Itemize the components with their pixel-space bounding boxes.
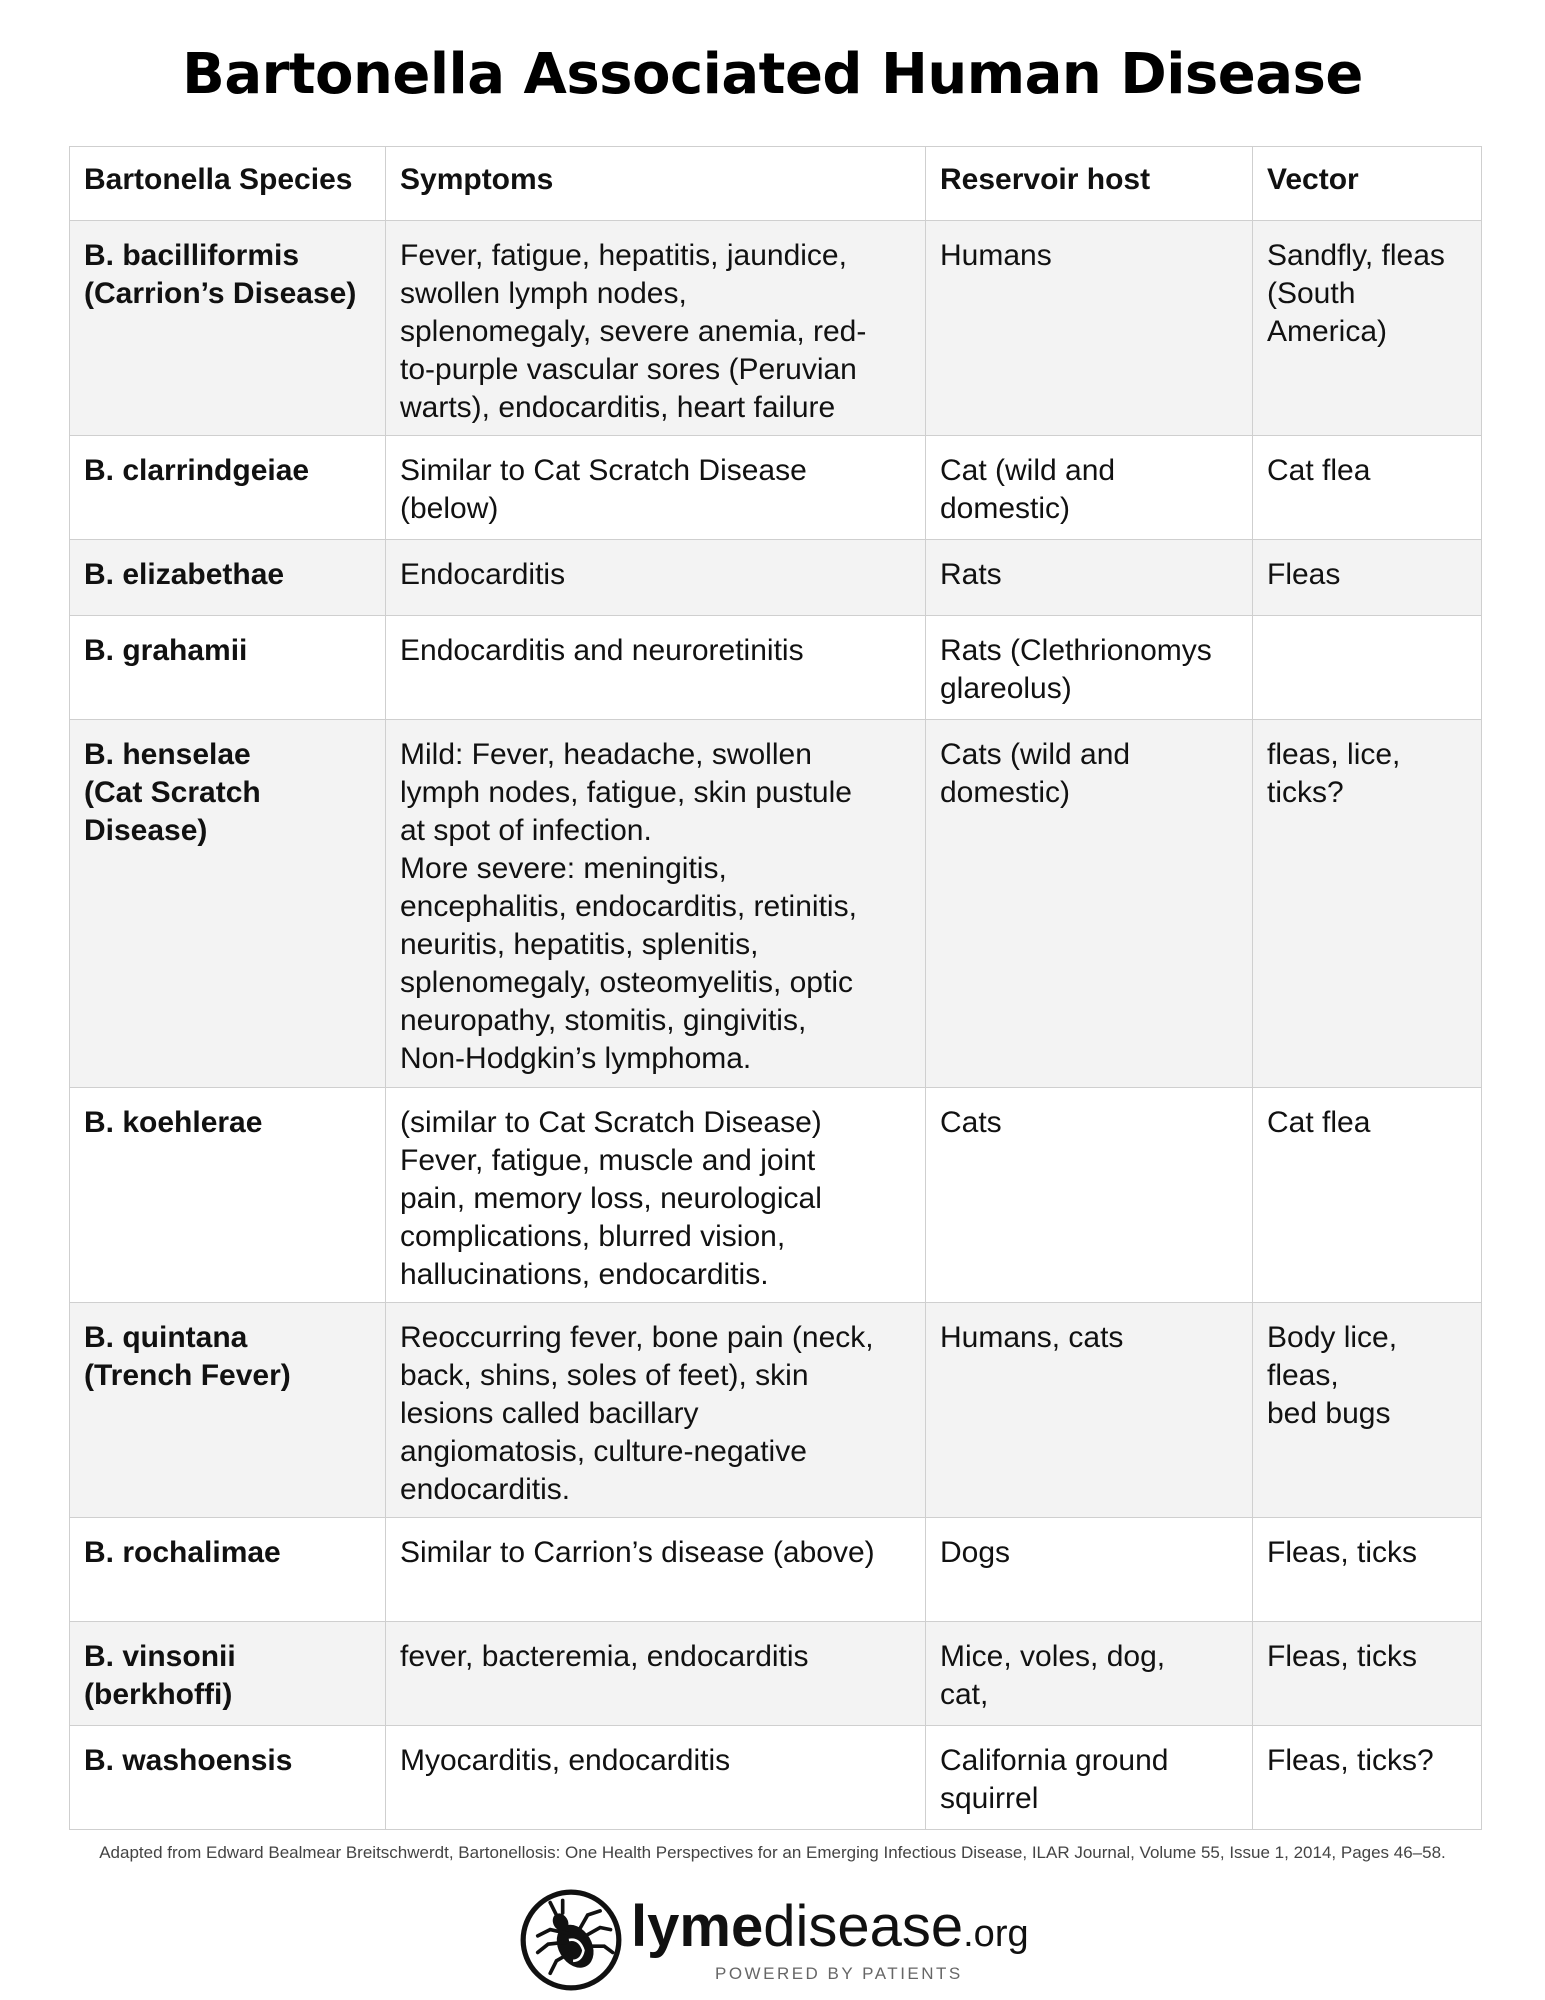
species-cell: B. henselae (Cat Scratch Disease) xyxy=(70,720,386,1088)
citation-note: Adapted from Edward Bealmear Breitschwerdt, Bartonellosis: One Health Perspectives for an Emerging Infectious Disease, ILAR Journal, Volume 55, Issue 1, 2014, Pages 46–58. xyxy=(99,1843,1446,1862)
symptoms-cell: Endocarditis and neuroretinitis xyxy=(386,616,926,720)
column-header-species: Bartonella Species xyxy=(70,147,386,221)
vector-cell: Cat flea xyxy=(1253,1088,1482,1303)
vector-cell: Fleas xyxy=(1253,540,1482,616)
table-row xyxy=(70,1518,1482,1622)
symptoms-cell: (similar to Cat Scratch Disease) Fever, fatigue, muscle and joint pain, memory loss, neurological complications, blurred vision, hallucinations, endocarditis. xyxy=(386,1088,926,1303)
species-cell: B. washoensis xyxy=(70,1726,386,1830)
vector-cell: Fleas, ticks xyxy=(1253,1622,1482,1726)
logo-name-regular: disease xyxy=(763,1894,964,1959)
host-cell: Rats xyxy=(926,540,1253,616)
table-row xyxy=(70,720,1482,1088)
table-row xyxy=(70,1622,1482,1726)
column-header-vector: Vector xyxy=(1253,147,1482,221)
vector-cell: Body lice, fleas, bed bugs xyxy=(1253,1303,1482,1518)
logo-wordmark xyxy=(631,1894,1029,1967)
host-cell: California ground squirrel xyxy=(926,1726,1253,1830)
host-cell: Cat (wild and domestic) xyxy=(926,436,1253,540)
table-header-row xyxy=(70,147,1482,221)
table-row xyxy=(70,1726,1482,1830)
logo-name-bold: lyme xyxy=(631,1894,764,1959)
symptoms-cell: Endocarditis xyxy=(386,540,926,616)
table-row xyxy=(70,436,1482,540)
table-row xyxy=(70,1303,1482,1518)
host-cell: Rats (Clethrionomys glareolus) xyxy=(926,616,1253,720)
species-cell: B. rochalimae xyxy=(70,1518,386,1622)
table-row xyxy=(70,221,1482,436)
logo-tagline: POWERED BY PATIENTS xyxy=(715,1964,963,1983)
vector-cell: Cat flea xyxy=(1253,436,1482,540)
species-cell: B. bacilliformis (Carrion’s Disease) xyxy=(70,221,386,436)
symptoms-cell: Fever, fatigue, hepatitis, jaundice, swollen lymph nodes, splenomegaly, severe anemia, red- to-purple vascular sores (Peruvian warts), endocarditis, heart failure xyxy=(386,221,926,436)
bartonella-table xyxy=(69,146,1482,1830)
species-cell: B. koehlerae xyxy=(70,1088,386,1303)
page-title: Bartonella Associated Human Disease xyxy=(182,42,1363,107)
host-cell: Humans, cats xyxy=(926,1303,1253,1518)
symptoms-cell: Similar to Cat Scratch Disease (below) xyxy=(386,436,926,540)
symptoms-cell: Similar to Carrion’s disease (above) xyxy=(386,1518,926,1622)
host-cell: Humans xyxy=(926,221,1253,436)
symptoms-cell: Mild: Fever, headache, swollen lymph nodes, fatigue, skin pustule at spot of infection. More severe: meningitis, encephalitis, endocarditis, retinitis, neuritis, hepatitis, splenitis, splenomegaly, osteomyelitis, optic neuropathy, stomitis, gingivitis, Non-Hodgkin’s lymphoma. xyxy=(386,720,926,1088)
symptoms-cell: Reoccurring fever, bone pain (neck, back, shins, soles of feet), skin lesions called bacillary angiomatosis, culture-negative endocarditis. xyxy=(386,1303,926,1518)
tick-icon xyxy=(519,1888,623,1992)
logo-name-suffix: .org xyxy=(963,1913,1029,1955)
vector-cell xyxy=(1253,616,1482,720)
species-cell: B. elizabethae xyxy=(70,540,386,616)
vector-cell: Fleas, ticks? xyxy=(1253,1726,1482,1830)
table-row xyxy=(70,540,1482,616)
species-cell: B. grahamii xyxy=(70,616,386,720)
host-cell: Mice, voles, dog, cat, xyxy=(926,1622,1253,1726)
symptoms-cell: fever, bacteremia, endocarditis xyxy=(386,1622,926,1726)
table-row xyxy=(70,1088,1482,1303)
vector-cell: fleas, lice, ticks? xyxy=(1253,720,1482,1088)
host-cell: Dogs xyxy=(926,1518,1253,1622)
species-cell: B. vinsonii (berkhoffi) xyxy=(70,1622,386,1726)
species-cell: B. quintana (Trench Fever) xyxy=(70,1303,386,1518)
table-row xyxy=(70,616,1482,720)
column-header-reservoir-host: Reservoir host xyxy=(926,147,1253,221)
host-cell: Cats xyxy=(926,1088,1253,1303)
vector-cell: Sandfly, fleas (South America) xyxy=(1253,221,1482,436)
vector-cell: Fleas, ticks xyxy=(1253,1518,1482,1622)
column-header-symptoms: Symptoms xyxy=(386,147,926,221)
lymedisease-logo[interactable] xyxy=(519,1888,1029,1993)
species-cell: B. clarrindgeiae xyxy=(70,436,386,540)
symptoms-cell: Myocarditis, endocarditis xyxy=(386,1726,926,1830)
host-cell: Cats (wild and domestic) xyxy=(926,720,1253,1088)
